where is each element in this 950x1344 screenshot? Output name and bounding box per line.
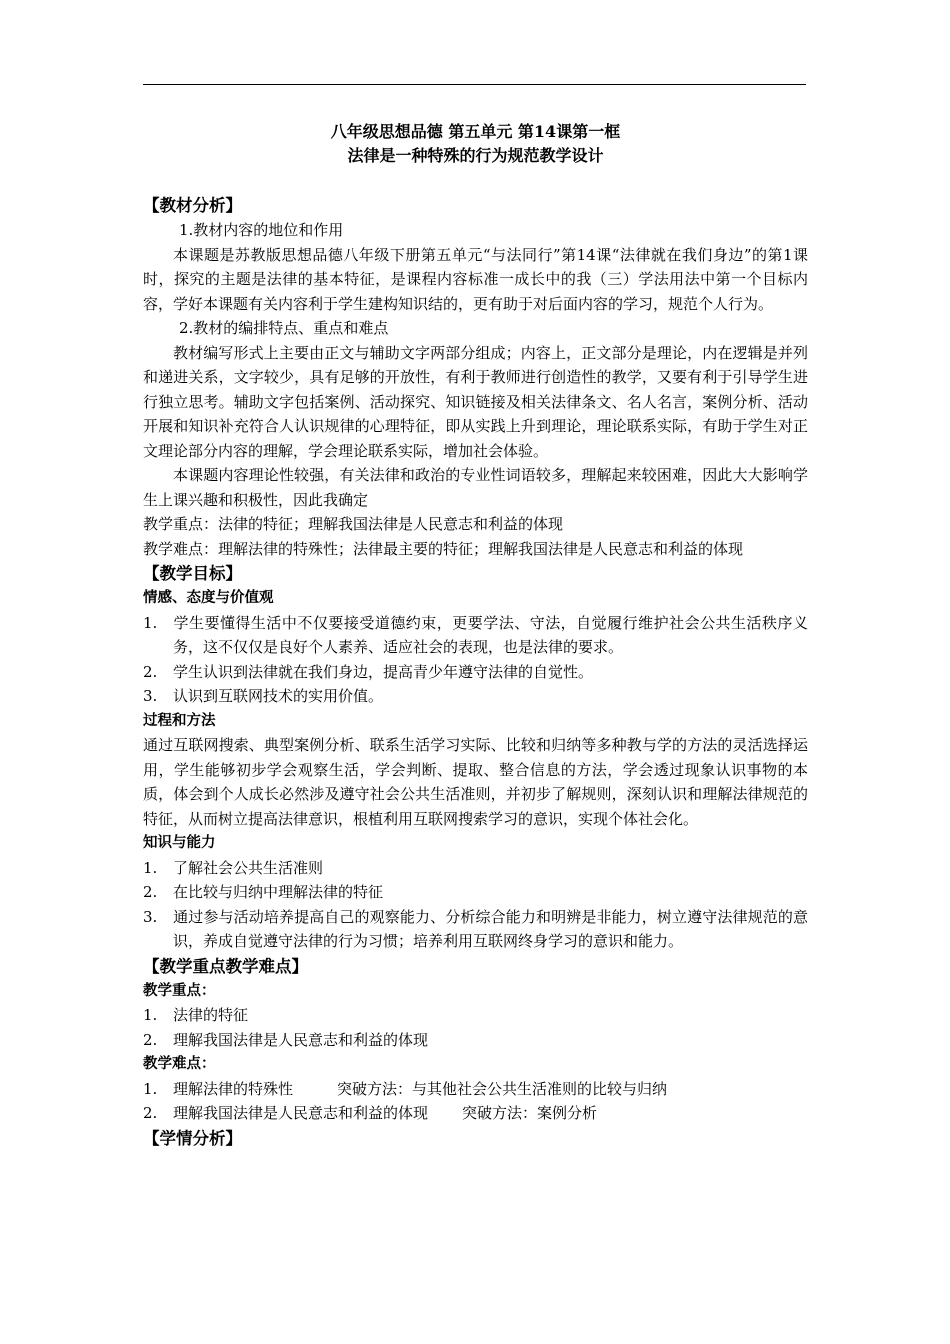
focus-key-title: 教学重点： <box>143 982 216 999</box>
list-item: 3. 认识到互联网技术的实用价值。 <box>143 687 384 705</box>
analysis-item1-body: 本课题是苏教版思想品德八年级下册第五单元“与法同行”第14课“法律就在我们身边”的第1课时，探究的主题是法律的基本特征，是课程内容标准一成长中的我（三）学法用法中第一个目标内容，学好本课题有关内容利于学生建构知识结的，更有助于对后面内容的学习，规范个人行为。 <box>143 245 808 313</box>
goals-knowledge-title: 知识与能力 <box>143 835 216 851</box>
document-body <box>143 120 808 1151</box>
list-item: 2. 在比较与归纳中理解法律的特征 <box>143 883 384 901</box>
section-heading-analysis: 【教材分析】 <box>143 196 242 215</box>
goals-process-body: 通过互联网搜索、典型案例分析、联系生活学习实际、比较和归纳等多种教与学的方法的灵活选择运用，学生能够初步学会观察生活，学会判断、提取、整合信息的方法，学会透过现象认识事物的本质，体会到个人成长必然涉及遵守社会公共生活准则，并初步了解规则，深刻认识和理解法律规范的特征，从而树立提高法律意识，根植利用互联网搜索学习的意识，实现个体社会化。 <box>143 736 808 828</box>
header-rule <box>143 84 806 85</box>
section-heading-focus: 【教学重点教学难点】 <box>143 956 308 976</box>
list-item: 1. 法律的特征 <box>143 1006 249 1024</box>
list-item: 2. 理解我国法律是人民意志和利益的体现 <box>143 1030 429 1049</box>
goals-emotion-title: 情感、态度与价值观 <box>143 590 274 606</box>
analysis-difficult-point: 教学难点：理解法律的特殊性；法律最主要的特征；理解我国法律是人民意志和利益的体现 <box>143 539 744 558</box>
list-item: 1. 学生要懂得生活中不仅要接受道德约束，更要学法、守法，自觉履行维护社会公共生活秩序义务，这不仅仅是良好个人素养、适应社会的表现，也是法律的要求。 <box>143 613 808 656</box>
analysis-item2-body2: 本课题内容理论性较强，有关法律和政治的专业性词语较多，理解起来较困难，因此大大影响学生上课兴趣和积极性，因此我确定 <box>143 466 808 509</box>
list-item: 1. 了解社会公共生活准则 <box>143 858 324 877</box>
document-title-line1: 八年级思想品德 第五单元 第14课第一框 <box>330 122 621 141</box>
analysis-item2-body: 教材编写形式上主要由正文与辅助文字两部分组成；内容上，正文部分是理论，内在逻辑是并列和递进关系，文字较少，具有足够的开放性，有利于教师进行创造性的教学，又要有利于引导学生进行独立思考。辅助文字包括案例、活动探究、知识链接及相关法律条文、名人名言，案例分析、活动开展和知识补充符合人认识规律的心理特征，即从实践上升到理论，理论联系实际，有助于学生对正文理论部分内容的理解，学会理论联系实际，增加社会体验。 <box>143 343 808 460</box>
list-item: 3. 通过参与活动培养提高自己的观察能力、分析综合能力和明辨是非能力，树立遵守法律规范的意识，养成自觉遵守法律的行为习惯；培养利用互联网终身学习的意识和能力。 <box>143 907 808 950</box>
analysis-item1-title: 1.教材内容的地位和作用 <box>179 221 344 239</box>
list-item: 2. 理解我国法律是人民意志和利益的体现 突破方法：案例分析 <box>143 1104 598 1122</box>
list-item: 1. 理解法律的特殊性 突破方法：与其他社会公共生活准则的比较与归纳 <box>143 1079 668 1098</box>
section-heading-student: 【学情分析】 <box>143 1128 242 1148</box>
list-item: 2. 学生认识到法律就在我们身边，提高青少年遵守法律的自觉性。 <box>143 662 594 681</box>
section-heading-goals: 【教学目标】 <box>143 564 242 583</box>
goals-process-title: 过程和方法 <box>143 712 216 729</box>
document-title-line2: 法律是一种特殊的行为规范教学设计 <box>347 146 604 165</box>
focus-diff-title: 教学难点： <box>143 1056 216 1072</box>
analysis-item2-title: 2.教材的编排特点、重点和难点 <box>179 319 389 337</box>
analysis-key-point: 教学重点：法律的特征；理解我国法律是人民意志和利益的体现 <box>143 515 564 533</box>
